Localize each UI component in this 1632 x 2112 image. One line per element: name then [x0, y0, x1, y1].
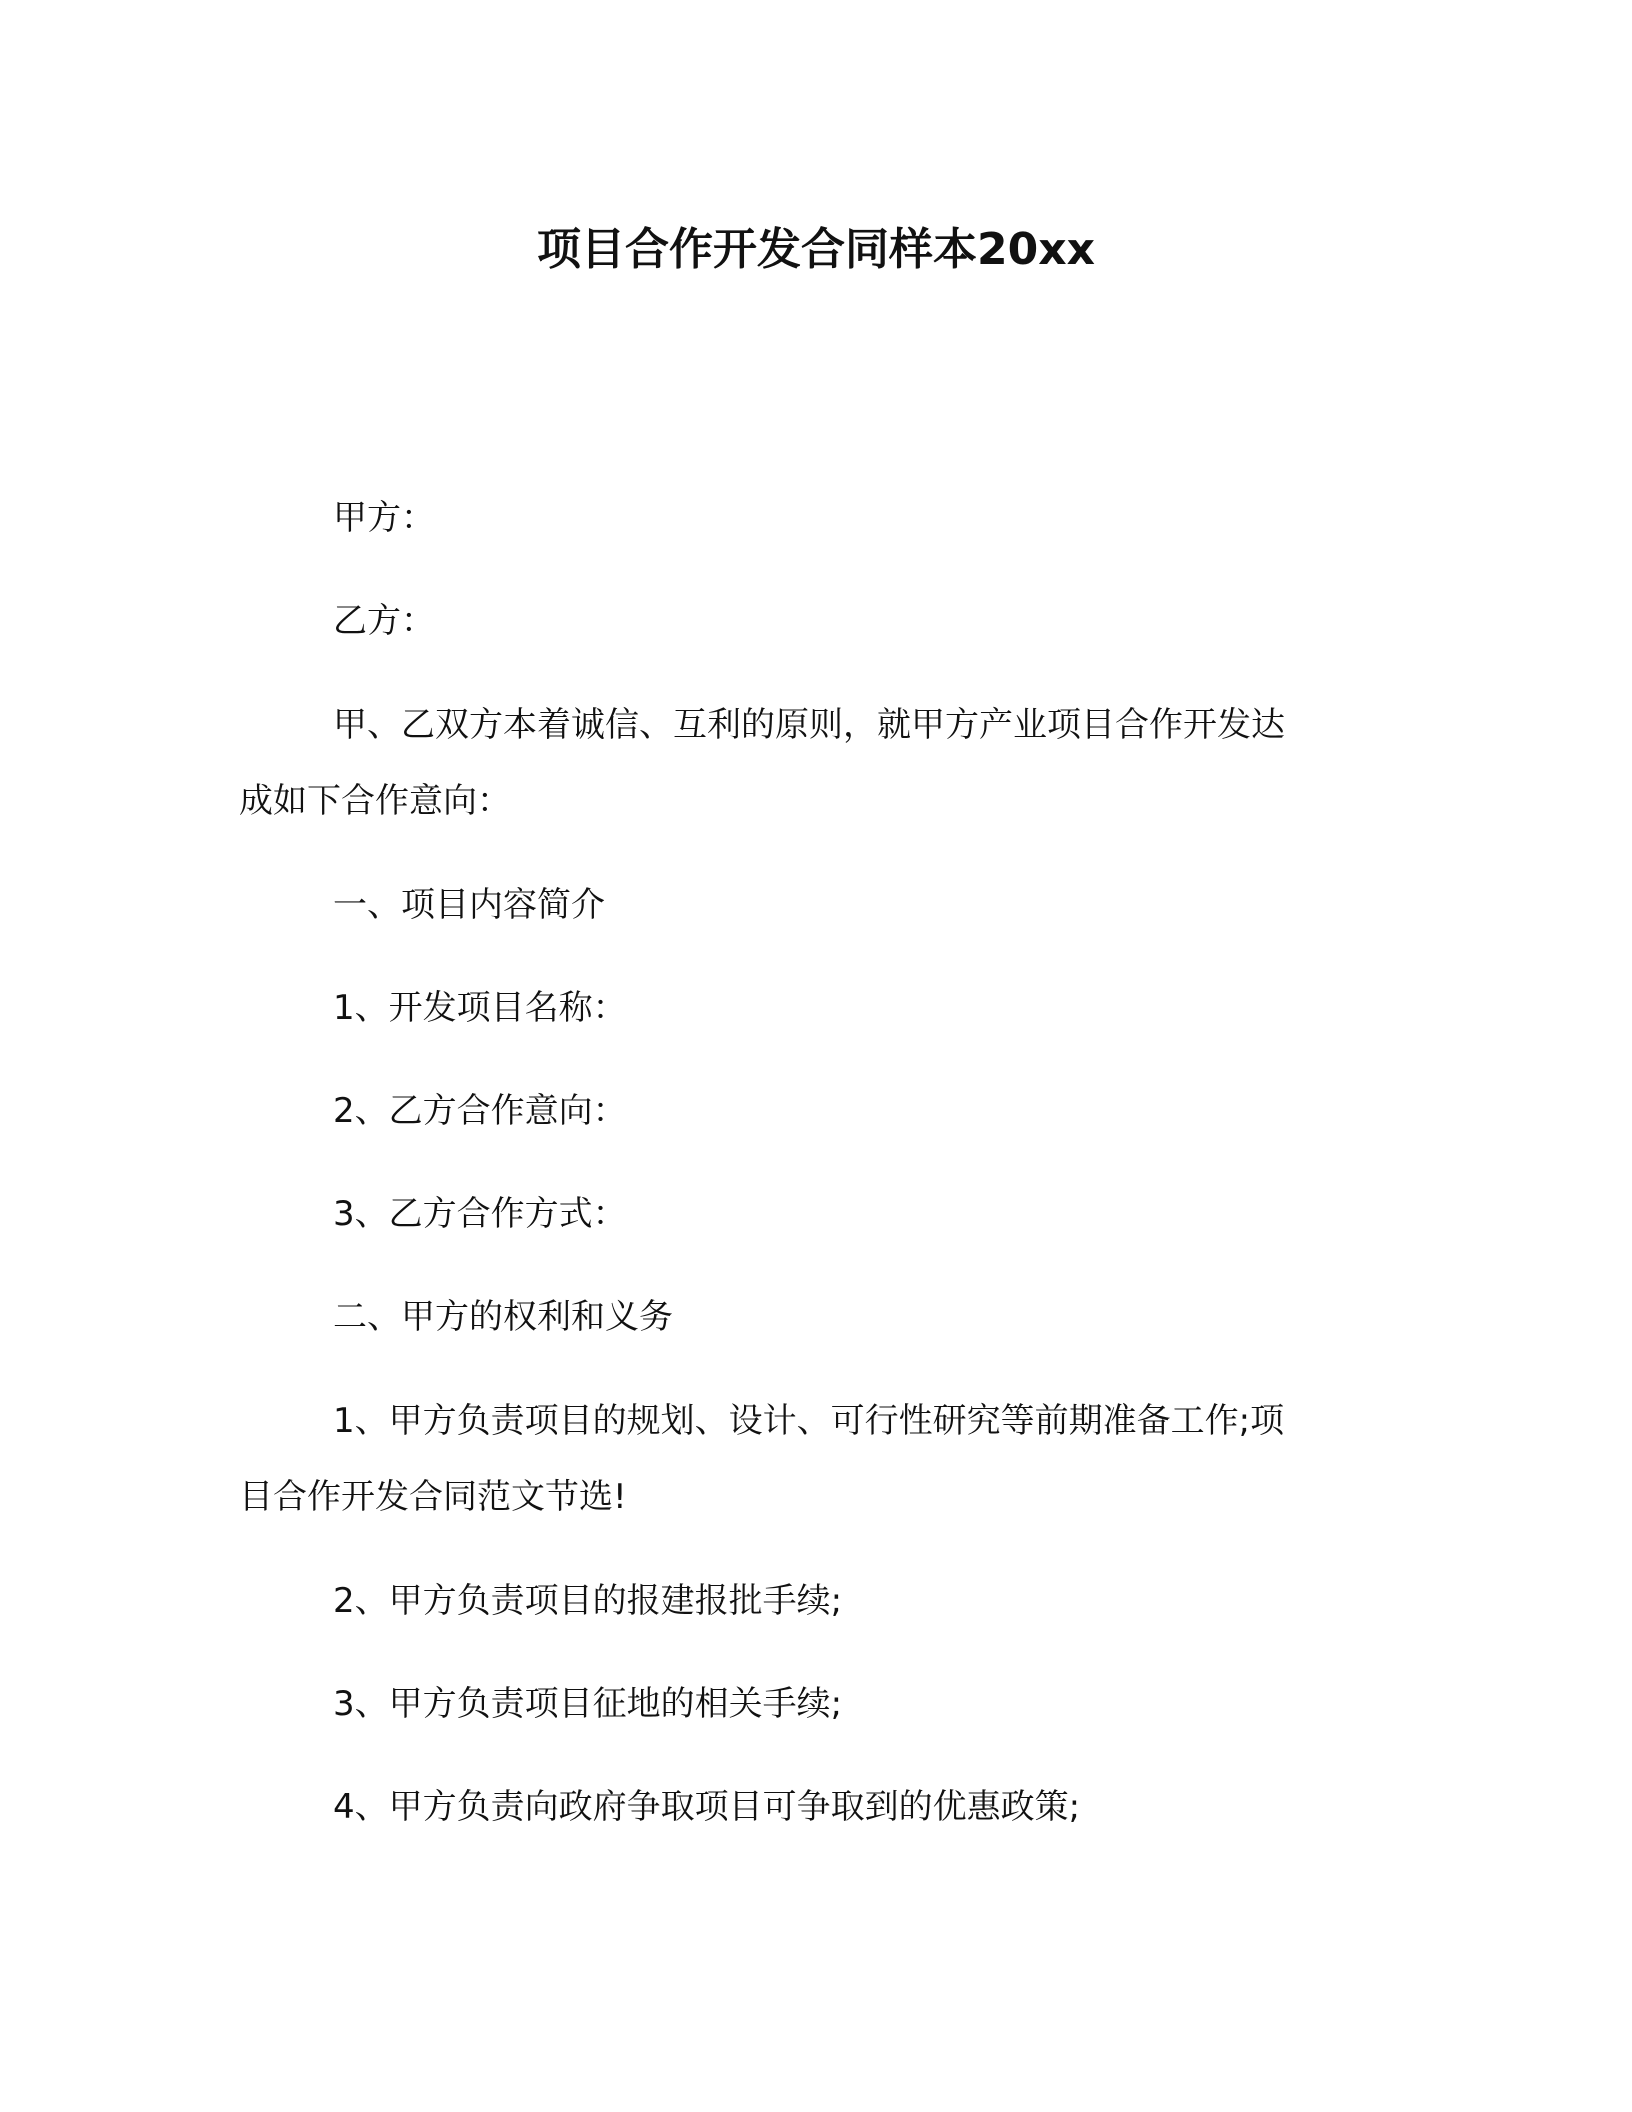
document-title: 项目合作开发合同样本20xx — [537, 224, 1095, 275]
section2-item-1-line-2: 目合作开发合同范文节选! — [239, 1477, 627, 1517]
intro-paragraph-line-2: 成如下合作意向： — [239, 781, 511, 821]
section2-item-4: 4、甲方负责向政府争取项目可争取到的优惠政策; — [333, 1787, 1081, 1827]
section2-item-1-line-1: 1、甲方负责项目的规划、设计、可行性研究等前期准备工作;项 — [333, 1401, 1285, 1441]
section1-item-1: 1、开发项目名称： — [333, 988, 627, 1028]
section2-item-3: 3、甲方负责项目征地的相关手续; — [333, 1684, 843, 1724]
section1-heading: 一、项目内容简介 — [333, 885, 605, 925]
section2-heading: 二、甲方的权利和义务 — [333, 1297, 673, 1337]
intro-paragraph-line-1: 甲、乙双方本着诚信、互利的原则，就甲方产业项目合作开发达 — [333, 705, 1285, 745]
party-b-label: 乙方： — [333, 601, 435, 641]
section1-item-2: 2、乙方合作意向： — [333, 1091, 627, 1131]
party-a-label: 甲方： — [333, 498, 435, 538]
section1-item-3: 3、乙方合作方式： — [333, 1194, 627, 1234]
section2-item-2: 2、甲方负责项目的报建报批手续; — [333, 1581, 843, 1621]
